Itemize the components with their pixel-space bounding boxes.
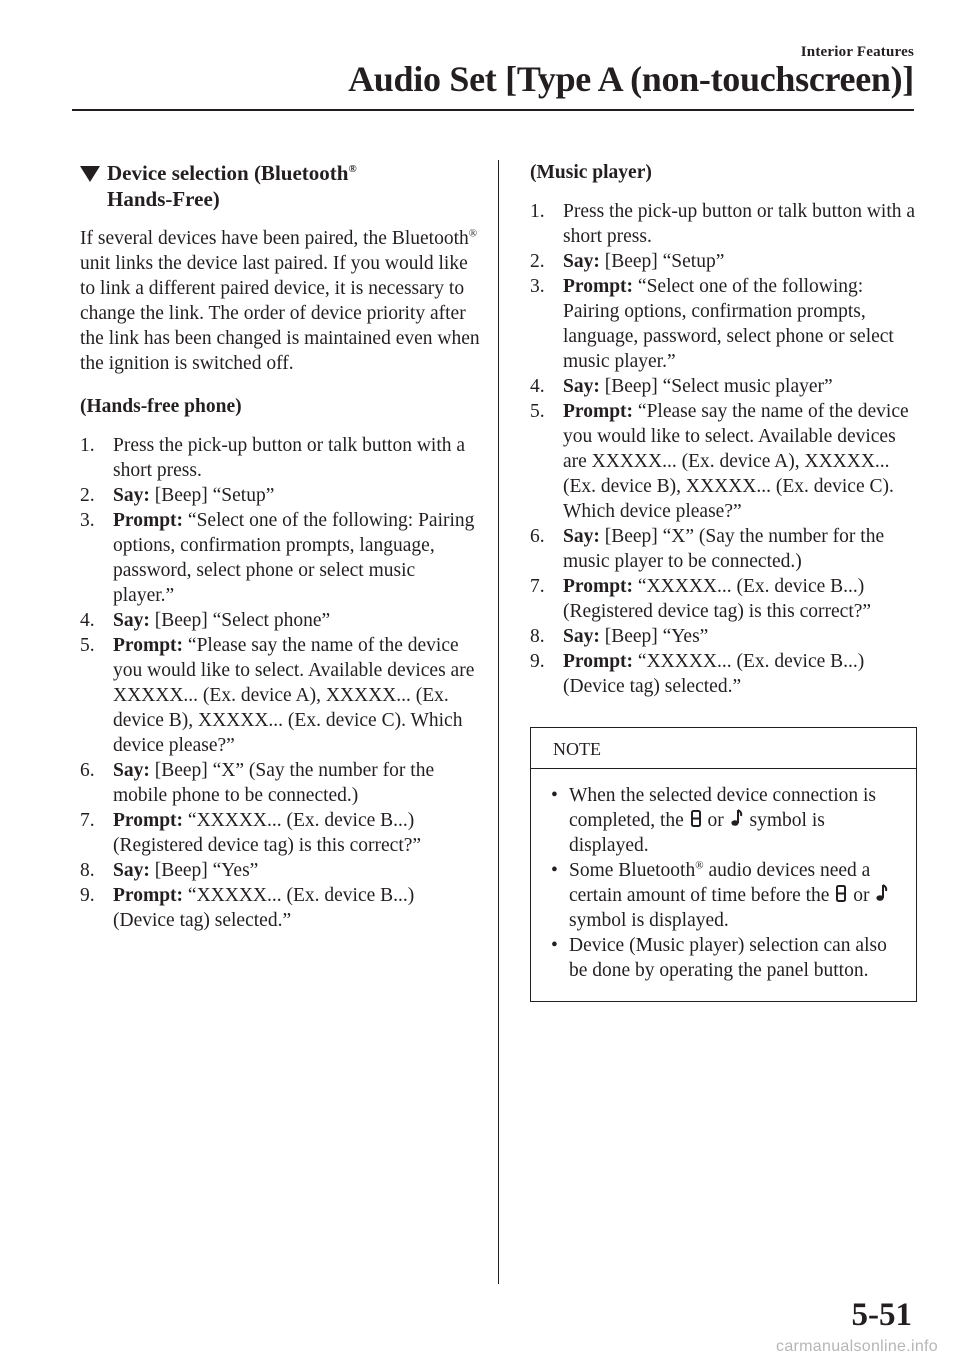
step-number: 9. <box>80 885 95 906</box>
section-heading <box>80 160 480 212</box>
note-title: NOTE <box>531 728 916 769</box>
step-number: 3. <box>530 276 545 297</box>
step-text: “Please say the name of the device you would like to select. Available devices are XXXXX... (Ex. device A), XXXXX... (Ex. device B), XXXXX... (Ex. device C). Which device please?” <box>563 401 909 522</box>
note-list <box>531 769 916 1001</box>
section-heading-line1: Device selection (Bluetooth <box>107 161 349 185</box>
step-number: 1. <box>80 435 95 456</box>
step-label: Prompt: <box>563 651 634 672</box>
list-item <box>80 433 480 483</box>
step-number: 1. <box>530 201 545 222</box>
step-number: 4. <box>530 376 545 397</box>
list-item <box>80 508 480 608</box>
intro-text-start: If several devices have been paired, the Bluetooth <box>80 228 469 249</box>
music-player-heading: (Music player) <box>530 162 652 183</box>
step-text: “XXXXX... (Ex. device B...) (Registered device tag) is this correct?” <box>113 810 422 856</box>
note-text: symbol is displayed. <box>569 810 825 856</box>
step-label: Say: <box>563 376 600 397</box>
step-label: Prompt: <box>113 885 184 906</box>
list-item <box>80 858 480 883</box>
column-divider <box>498 160 499 1284</box>
note-text: audio devices need a certain amount of time before the <box>569 860 871 906</box>
list-item <box>80 758 480 808</box>
music-player-steps <box>530 199 916 699</box>
list-item <box>530 274 916 374</box>
step-text: “Select one of the following: Pairing options, confirmation prompts, language, password, select phone or select music player.” <box>563 276 894 372</box>
header-rule <box>72 109 914 111</box>
page-number: 5-51 <box>851 1297 912 1333</box>
step-number: 8. <box>80 860 95 881</box>
bullet: • <box>551 935 558 956</box>
list-item <box>530 199 916 249</box>
registered-mark: ® <box>468 227 478 240</box>
step-text: [Beep] “Select phone” <box>149 610 331 631</box>
list-item <box>80 633 480 758</box>
list-item <box>551 783 902 858</box>
list-item <box>80 808 480 858</box>
step-number: 5. <box>80 635 95 656</box>
music-note-icon <box>731 809 743 827</box>
note-text: or <box>702 810 729 831</box>
step-text: Press the pick-up button or talk button with a short press. <box>563 201 916 247</box>
step-number: 2. <box>80 485 95 506</box>
list-item <box>530 574 916 624</box>
header-kicker: Interior Features <box>800 44 914 60</box>
step-text: [Beep] “Yes” <box>599 626 709 647</box>
list-item <box>551 933 902 983</box>
list-item <box>530 374 916 399</box>
step-text: “XXXXX... (Ex. device B...) (Device tag) selected.” <box>563 651 865 697</box>
section-heading-line2: Hands-Free) <box>107 187 220 211</box>
note-box <box>530 727 917 1002</box>
note-text: Some Bluetooth <box>569 860 696 881</box>
step-text: “XXXXX... (Ex. device B...) (Device tag) selected.” <box>113 885 415 931</box>
step-number: 7. <box>530 576 545 597</box>
step-label: Say: <box>113 610 150 631</box>
step-text: [Beep] “Select music player” <box>599 376 833 397</box>
page-title: Audio Set [Type A (non-touchscreen)] <box>348 59 914 99</box>
intro-text-end: unit links the device last paired. If you would like to link a different paired device, it is necessary to change the link. The order of device priority after the link has been changed is maintained even when the ignition is switched off. <box>80 253 480 374</box>
triangle-bullet-icon <box>80 166 100 182</box>
phone-icon <box>691 810 701 827</box>
right-column <box>530 160 916 1002</box>
bullet: • <box>551 785 558 806</box>
note-text: or <box>848 885 875 906</box>
step-text: Press the pick-up button or talk button with a short press. <box>113 435 466 481</box>
hands-free-steps <box>80 433 480 933</box>
step-label: Say: <box>113 760 150 781</box>
list-item <box>530 624 916 649</box>
step-text: “XXXXX... (Ex. device B...) (Registered device tag) is this correct?” <box>563 576 872 622</box>
step-label: Prompt: <box>563 401 634 422</box>
step-number: 9. <box>530 651 545 672</box>
step-text: [Beep] “Setup” <box>599 251 725 272</box>
list-item <box>530 249 916 274</box>
step-label: Prompt: <box>113 810 184 831</box>
registered-mark: ® <box>348 163 357 175</box>
left-column <box>80 160 480 933</box>
list-item <box>551 858 902 933</box>
note-text: symbol is displayed. <box>569 910 729 931</box>
list-item <box>530 399 916 524</box>
step-text: [Beep] “X” (Say the number for the music player to be connected.) <box>563 526 885 572</box>
step-label: Say: <box>563 251 600 272</box>
step-number: 6. <box>80 760 95 781</box>
step-label: Prompt: <box>113 510 184 531</box>
step-number: 3. <box>80 510 95 531</box>
step-number: 8. <box>530 626 545 647</box>
list-item <box>80 483 480 508</box>
step-label: Say: <box>113 485 150 506</box>
step-number: 5. <box>530 401 545 422</box>
step-number: 6. <box>530 526 545 547</box>
step-label: Say: <box>563 626 600 647</box>
step-text: [Beep] “Yes” <box>149 860 259 881</box>
step-text: “Select one of the following: Pairing options, confirmation prompts, language, password, select phone or select music player.” <box>113 510 475 606</box>
list-item <box>530 524 916 574</box>
step-label: Prompt: <box>563 576 634 597</box>
phone-icon <box>836 885 846 902</box>
step-label: Say: <box>563 526 600 547</box>
note-text: Device (Music player) selection can also be done by operating the panel button. <box>569 935 887 981</box>
list-item <box>530 649 916 699</box>
step-number: 7. <box>80 810 95 831</box>
list-item <box>80 883 480 933</box>
step-label: Say: <box>113 860 150 881</box>
step-text: [Beep] “X” (Say the number for the mobile phone to be connected.) <box>113 760 435 806</box>
intro-paragraph <box>80 226 480 376</box>
note-text: When the selected device connection is completed, the <box>569 785 876 831</box>
step-label: Prompt: <box>113 635 184 656</box>
step-number: 4. <box>80 610 95 631</box>
bullet: • <box>551 860 558 881</box>
registered-mark: ® <box>695 859 704 872</box>
watermark: carmanualsonline.info <box>776 1338 938 1355</box>
hands-free-heading: (Hands-free phone) <box>80 396 242 417</box>
step-label: Prompt: <box>563 276 634 297</box>
list-item <box>80 608 480 633</box>
step-text: “Please say the name of the device you would like to select. Available devices are XXXXX... (Ex. device A), XXXXX... (Ex. device B), XXXXX... (Ex. device C). Which device please?” <box>113 635 475 756</box>
music-note-icon <box>876 884 888 902</box>
step-text: [Beep] “Setup” <box>149 485 275 506</box>
step-number: 2. <box>530 251 545 272</box>
